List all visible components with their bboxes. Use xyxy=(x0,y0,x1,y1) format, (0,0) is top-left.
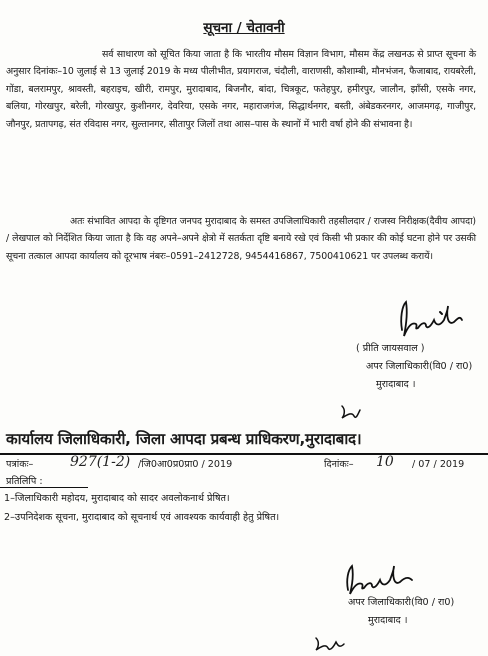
copy-item-2: 2–उपनिदेशक सूचना, मुरादाबाद को सूचनार्थ एवं आवश्यक कार्यवाही हेतु प्रेषित। xyxy=(4,512,280,523)
signature-block-1 xyxy=(356,340,473,394)
signatory-place: मुरादाबाद । xyxy=(368,615,408,626)
patrank-suffix: /जि0आ0प्र0प्रा0 / 2019 xyxy=(138,459,233,470)
copy-label-underline xyxy=(0,487,88,488)
signatory-designation: अपर जिलाधिकारी(वि0 / रा0) xyxy=(348,597,455,608)
initials-mark xyxy=(338,402,364,424)
office-heading: कार्यालय जिलाधिकारी, जिला आपदा प्रबन्ध प्राधिकरण,मुरादाबाद। xyxy=(6,430,362,448)
handwritten-signature xyxy=(396,296,466,342)
copy-item-1: 1–जिलाधिकारी महोदय, मुरादाबाद को सादर अवलोकनार्थ प्रेषित। xyxy=(4,493,230,504)
copy-label: प्रतिलिपि : xyxy=(6,476,43,487)
patrank-number: 927(1-2) xyxy=(70,454,131,470)
initials-mark xyxy=(312,632,348,654)
date-month-year: / 07 / 2019 xyxy=(412,459,465,470)
signature-block-2 xyxy=(348,594,454,630)
date-day: 10 xyxy=(376,454,394,470)
reference-line xyxy=(6,456,476,474)
date-label: दिनांकः– xyxy=(324,459,354,470)
signatory-name: ( प्रीति जायसवाल ) xyxy=(356,343,425,354)
notice-title: सूचना / चेतावनी xyxy=(203,20,285,36)
notice-paragraph-1: सर्व साधारण को सूचित किया जाता है कि भारतीय मौसम विज्ञान विभाग, मौसम केंद्र लखनऊ से प्राप्त सूचना के अनुसार दिनांकः–10 जुलाई से 13 जुलाई 2019 के मध्य पीलीभीत, प्रयागराज, चंदौली, वाराणसी, कौशाम्बी, मौनभंजन, फैजाबाद, रायबरेली, गोंडा, बलरामपुर, श्रावस्ती, बहराइच, खीरी, रामपुर, मुरादाबाद, बिजनौर, बांदा, चित्रकूट, फतेहपुर, हमीरपुर, जालौन, झाँसी, एसके नगर, बलिया, गोरखपुर, बरेली, गोरखपुर, कुशीनगर, देवरिया, एसके नगर, महाराजगंज, सिद्धार्थनगर, बस्ती, अंबेडकरनगर, आजमगढ़, गाजीपुर, जौनपुर, प्रतापगढ़, संत रविदास नगर, सुल्तानगर, सीतापुर जिलों तथा आस–पास के स्थानों में भारी वर्षा होने की संभावना है। xyxy=(6,49,476,130)
patrank-label: पत्रांकः– xyxy=(6,459,34,470)
signatory-designation: अपर जिलाधिकारी(वि0 / रा0) xyxy=(366,361,473,372)
notice-paragraph-2: अतः संभावित आपदा के दृष्टिगत जनपद मुरादाबाद के समस्त उपजिलाधिकारी तहसीलदार / राजस्व निरीक्षक(दैवीय आपदा) / लेखपाल को निर्देशित किया जाता है कि वह अपने–अपने क्षेत्रो में सतर्कता दृष्टि बनाये रखे एवं किसी भी प्रकार की कोई घटना होने पर उसकी सूचना तत्काल आपदा कार्यालय को दूरभाष नंबरः–0591–2412728, 9454416867, 7500410621 पर उपलब्ध करायें। xyxy=(6,216,476,262)
signatory-place: मुरादाबाद । xyxy=(376,379,416,390)
